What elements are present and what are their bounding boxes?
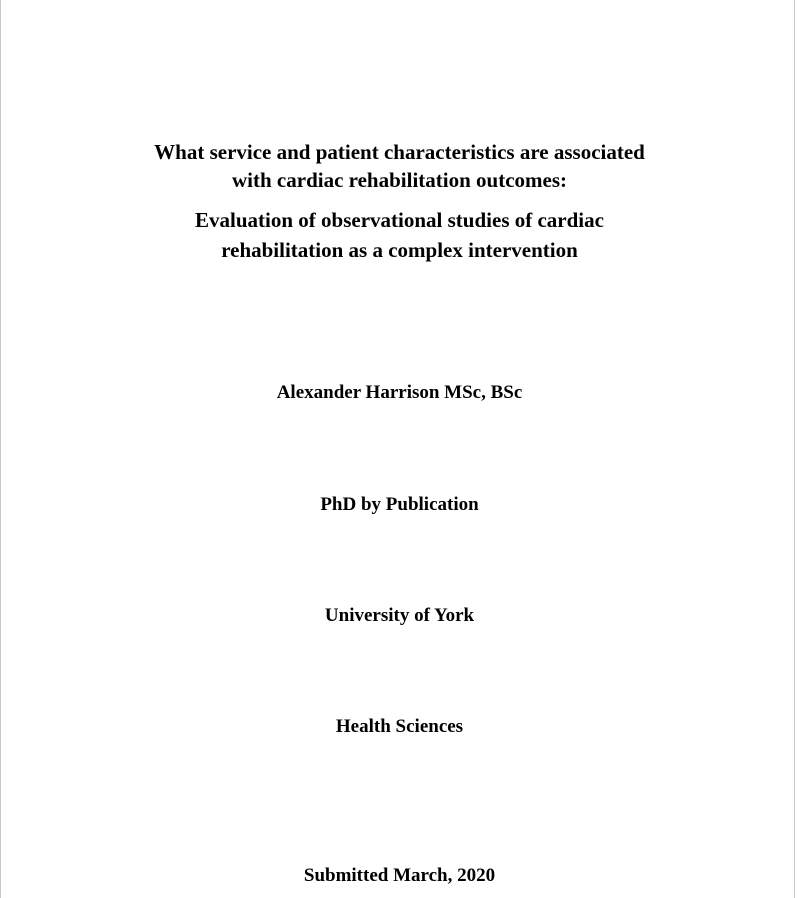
department-name: Health Sciences <box>335 716 464 737</box>
author-name: Alexander Harrison MSc, BSc <box>276 382 523 403</box>
subtitle-line-1: Evaluation of observational studies of cardiac <box>195 208 604 232</box>
submission-date: Submitted March, 2020 <box>303 865 496 886</box>
institution-name: University of York <box>324 605 475 626</box>
title-line-2: with cardiac rehabilitation outcomes: <box>232 168 567 192</box>
subtitle-line-2: rehabilitation as a complex intervention <box>221 238 578 262</box>
title-line-1: What service and patient characteristics are associated <box>154 140 645 164</box>
degree-type: PhD by Publication <box>320 494 479 515</box>
